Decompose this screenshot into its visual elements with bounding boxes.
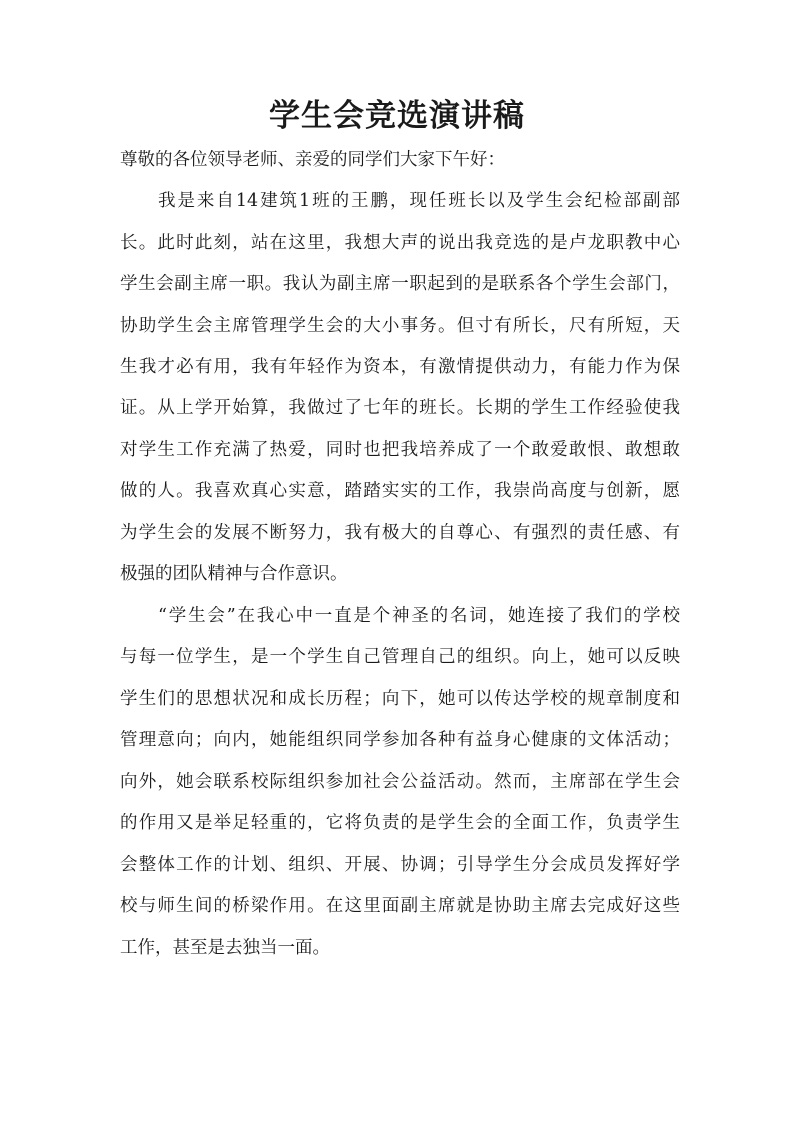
paragraph-line: 学生会副主席一职。我认为副主席一职起到的是联系各个学生会部门， [120,274,680,294]
paragraph-line: 极强的团队精神与合作意识。 [120,564,348,584]
paragraph-line: 生我才必有用，我有年轻作为资本，有激情提供动力，有能力作为保 [120,357,680,377]
paragraph-line: 校与师生间的桥梁作用。在这里面副主席就是协助主席去完成好这些 [120,896,680,916]
paragraph-line: 会整体工作的计划、组织、开展、协调；引导学生分会成员发挥好学 [120,855,680,875]
paragraph-line: 工作，甚至是去独当一面。 [120,938,330,958]
paragraph-line: 向外，她会联系校际组织参加社会公益活动。然而，主席部在学生会 [120,772,680,792]
paragraph-line: 做的人。我喜欢真心实意，踏踏实实的工作，我崇尚高度与创新，愿 [120,481,680,501]
paragraph-line: 对学生工作充满了热爱，同时也把我培养成了一个敢爱敢恨、敢想敢 [120,440,680,460]
paragraph-line: 为学生会的发展不断努力，我有极大的自尊心、有强烈的责任感、有 [120,523,680,543]
paragraph-line: 与每一位学生，是一个学生自己管理自己的组织。向上，她可以反映 [120,647,680,667]
paragraph-line: 管理意向；向内，她能组织同学参加各种有益身心健康的文体活动； [120,730,680,750]
document-title: 学生会竞选演讲稿 [269,98,525,134]
paragraph-line: 证。从上学开始算，我做过了七年的班长。长期的学生工作经验使我 [120,398,680,418]
paragraph-line: 协助学生会主席管理学生会的大小事务。但寸有所长，尺有所短，天 [120,316,680,336]
paragraph-line: 学生们的思想状况和成长历程；向下，她可以传达学校的规章制度和 [120,689,680,709]
salutation: 尊敬的各位领导老师、亲爱的同学们大家下午好： [120,150,505,170]
paragraph-line: “学生会”在我心中一直是个神圣的名词，她连接了我们的学校 [158,606,680,626]
paragraph-line: 的作用又是举足轻重的，它将负责的是学生会的全面工作，负责学生 [120,813,680,833]
paragraph-line: 我是来自14建筑1班的王鹏，现任班长以及学生会纪检部副部 [158,191,680,211]
paragraph-line: 长。此时此刻，站在这里，我想大声的说出我竞选的是卢龙职教中心 [120,233,680,253]
